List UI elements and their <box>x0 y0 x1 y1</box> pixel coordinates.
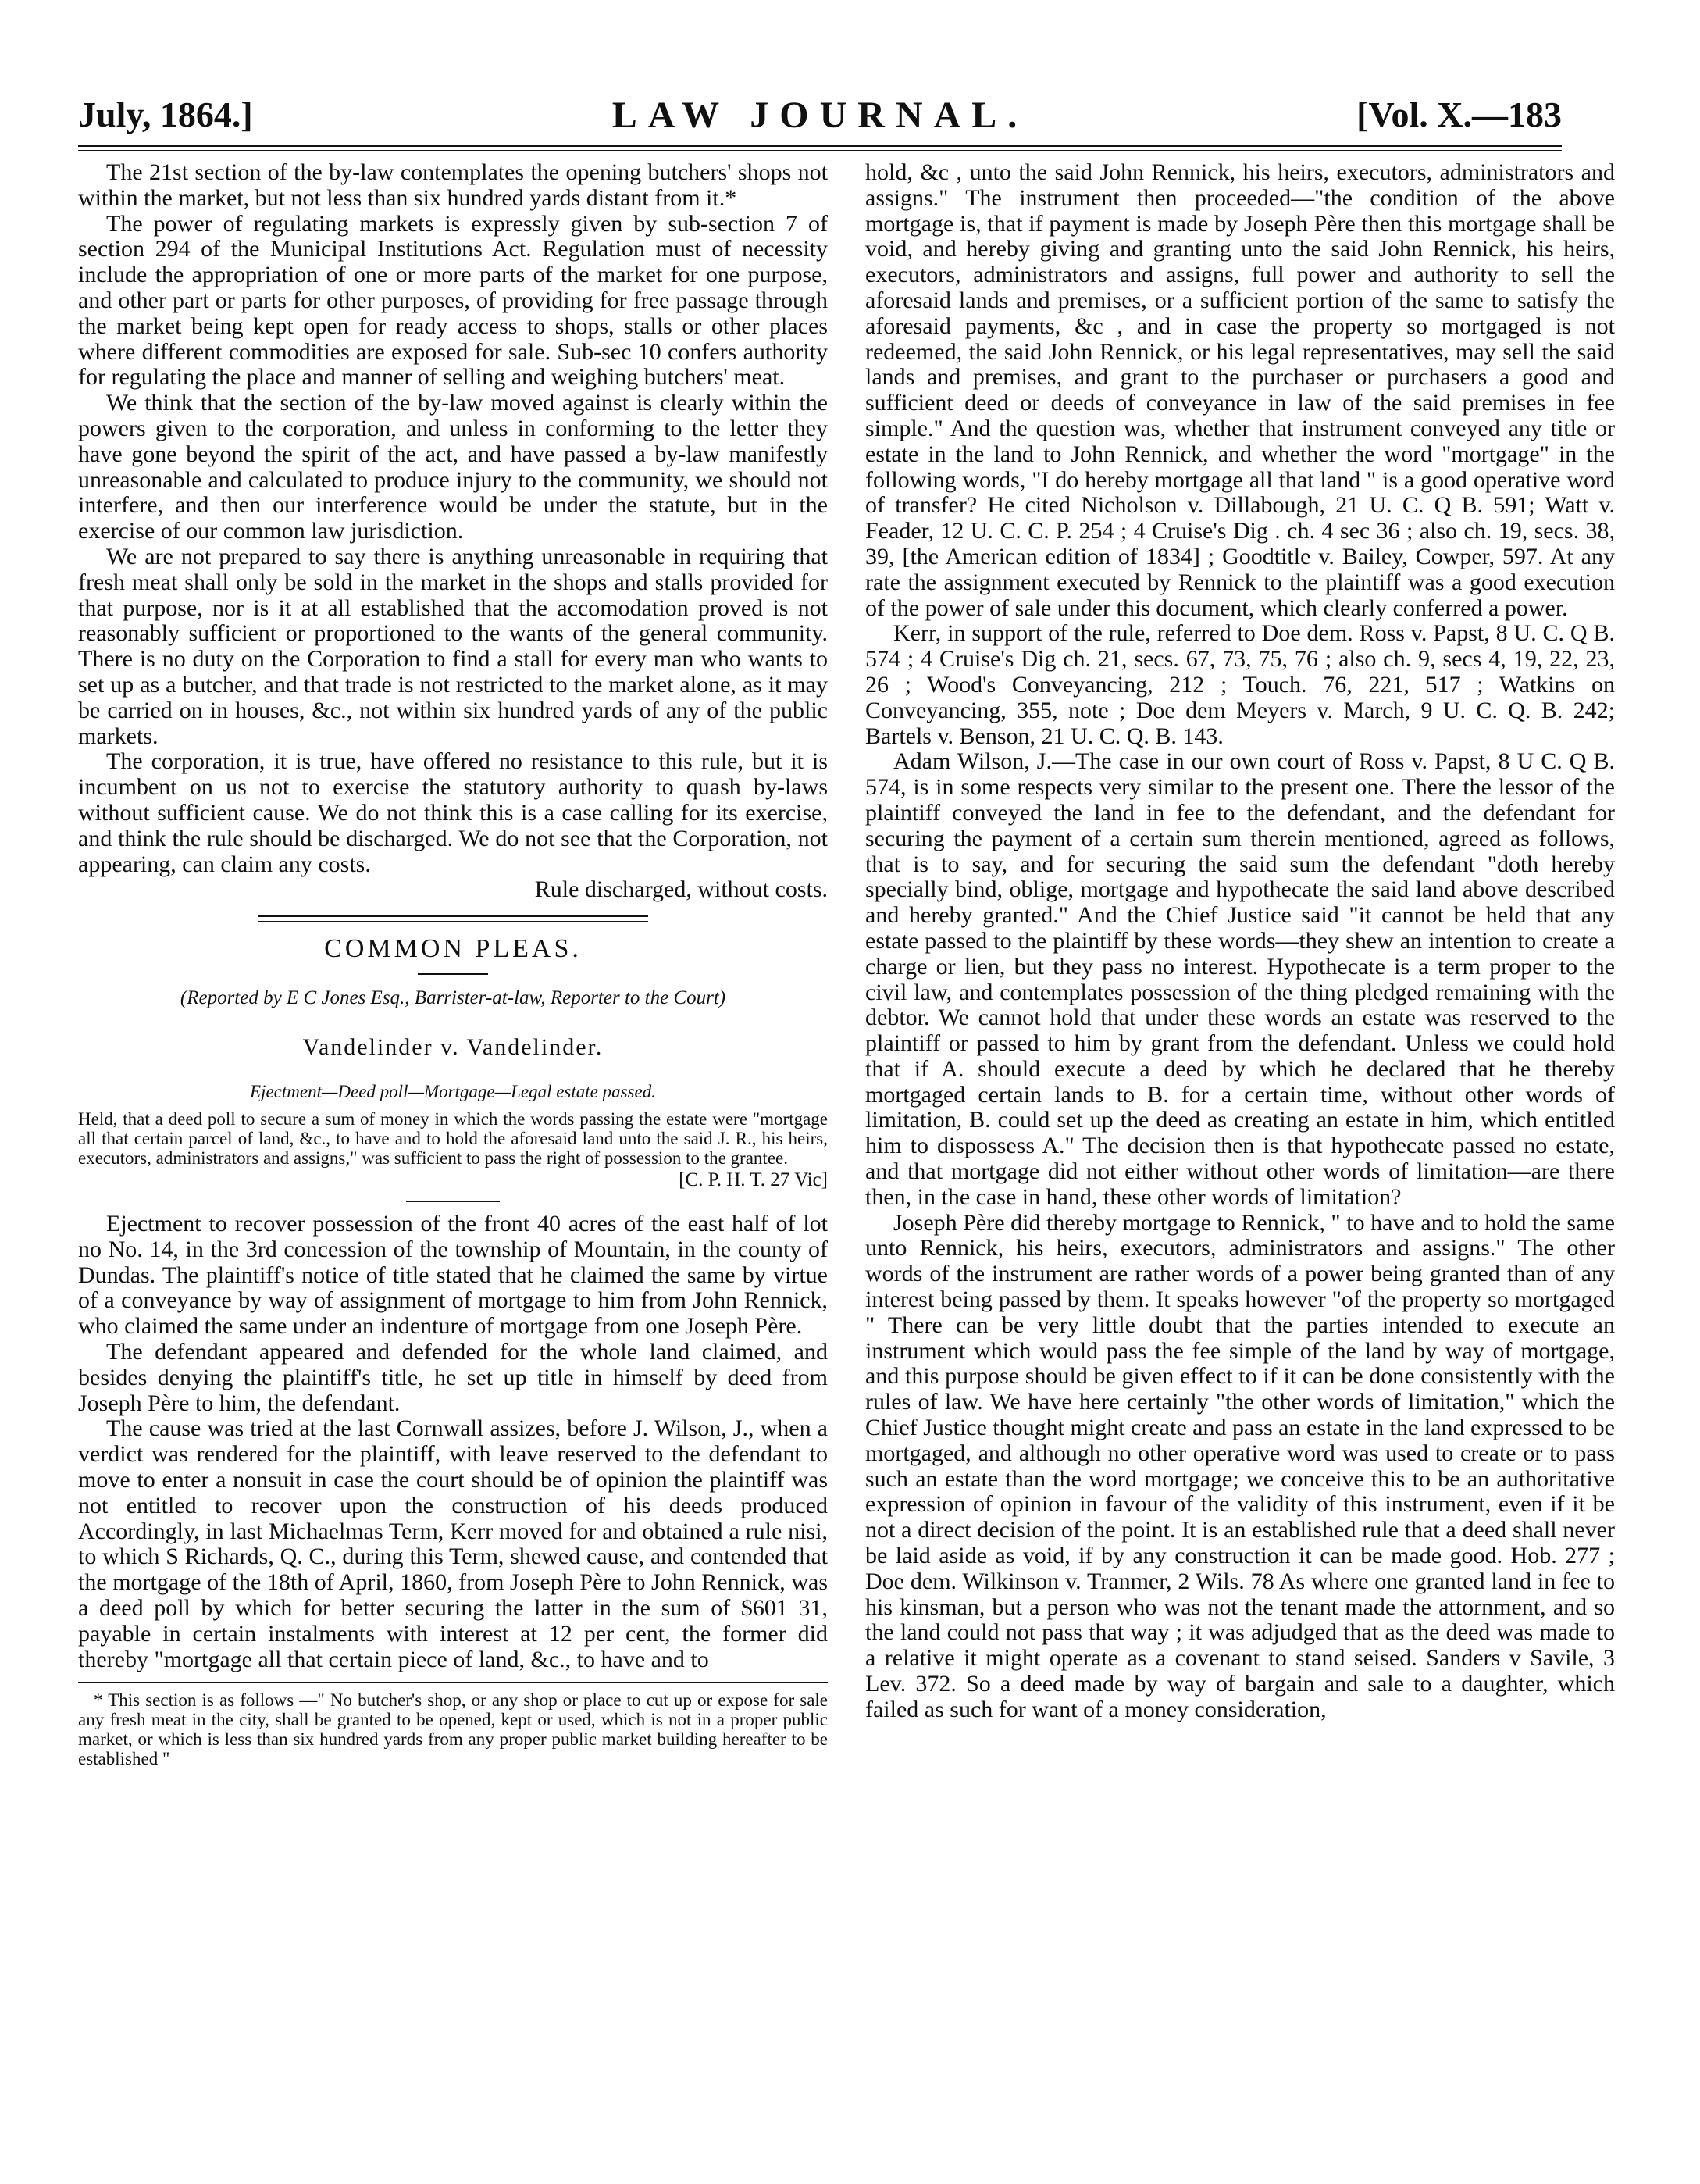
case-citation: [C. P. H. T. 27 Vic] <box>679 1169 828 1191</box>
footnote-rule <box>78 1682 828 1683</box>
paragraph: The corporation, it is true, have offered no resistance to this rule, but it is incumbent on us not to exercise the statutory authority to quash by-laws without sufficient cause. We do not think this is a case calling for its exercise, and think the rule should be discharged. We do not see that the Corporation, not appearing, can claim any costs. <box>78 748 828 877</box>
paragraph: We think that the section of the by-law moved against is clearly within the powers given to the corporation, and unless in conforming to the letter they have gone beyond the spirit of the act, and have passed a by-law manifestly unreasonable and calculated to produce injury to the community, we should not interfere, and then our interference would be under the statute, but in the exercise of our common law jurisdiction. <box>78 390 828 544</box>
footnote: * This section is as follows —" No butcher's shop, or any shop or place to cut up or expose for sale any fresh meat in the city, shall be granted to be opened, kept or used, which is not in a proper public market, or which is less than six hundred yards from any proper public market building hereafter to be established " <box>78 1690 828 1769</box>
section-divider <box>258 915 648 922</box>
paragraph: Joseph Père did thereby mortgage to Rennick, " to have and to hold the same unto Rennick, his heirs, executors, administrators and assigns." The other words of the instrument are rather words of a power being granted than of any interest being passed by them. It speaks however "of the property so mortgaged " There can be very little doubt that the parties intended to execute an instrument which would pass the fee simple of the land by way of mortgage, and this purpose should be given effect to if it can be done consistently with the rules of law. We have here certainly "the other words of limitation," which the Chief Justice thought might create and pass an estate in the land expressed to be mortgaged, and although no other operative word was used to create or to pass such an estate than the word mortgage; we conceive this to be an authoritative expression of opinion in favour of the validity of this instrument, even if it be not a direct decision of the point. It is an established rule that a deed shall never be laid aside as void, if by any construction it can be made good. Hob. 277 ; Doe dem. Wilkinson v. Tranmer, 2 Wils. 78 As where one granted land in fee to his kinsman, but a person who was not the tenant made the attornment, and so the land could not pass that way ; it was adjudged that as the deed was made to a relative it might operate as a covenant to stand seised. Sanders v Savile, 3 Lev. 372. So a deed made by way of bargain and sale to a daughter, which failed as such for want of a money consideration, <box>865 1209 1615 1722</box>
section-heading: COMMON PLEAS. <box>324 934 582 964</box>
paragraph: Ejectment to recover possession of the front 40 acres of the east half of lot no No. 14, in the 3rd concession of the township of Mountain, in the county of Dundas. The plaintiff's notice of title stated that he claimed the same by virtue of a conveyance by way of assignment of mortgage to him from John Rennick, who claimed the same under an indenture of mortgage from one Joseph Père. <box>78 1211 828 1340</box>
paragraph: The defendant appeared and defended for the whole land claimed, and besides denying the plaintiff's title, he set up title in himself by deed from Joseph Père to him, the defendant. <box>78 1339 828 1416</box>
headnote-catchwords: Ejectment—Deed poll—Mortgage—Legal estate passed. <box>250 1081 656 1101</box>
reporter-line: (Reported by E C Jones Esq., Barrister-at-law, Reporter to the Court) <box>180 987 726 1008</box>
citation-rule <box>406 1201 500 1202</box>
journal-title: LAW JOURNAL. <box>611 95 1028 136</box>
paragraph: We are not prepared to say there is anything unreasonable in requiring that fresh meat shall only be sold in the market in the shops and stalls provided for that purpose, nor is it at all established that the accomodation proved is not reasonably sufficient or proportioned to the wants of the general community. There is no duty on the Corporation to find a stall for every man who wants to set up as a butcher, and that trade is not restricted to the market alone, as it may be carried on in houses, &c., not within six hundred yards of any of the public markets. <box>78 543 828 749</box>
paragraph: The cause was tried at the last Cornwall assizes, before J. Wilson, J., when a verdict was rendered for the plaintiff, with leave reserved to the defendant to move to enter a nonsuit in case the court should be of opinion the plaintiff was not entitled to recover upon the construction of his deeds produced Accordingly, in last Michaelmas Term, Kerr moved for and obtained a rule nisi, to which S Richards, Q. C., during this Term, shewed cause, and contended that the mortgage of the 18th of April, 1860, from Joseph Père to John Rennick, was a deed poll by which for better securing the latter in the sum of $601 31, payable in certain instalments with interest at 12 per cent, the former did thereby "mortgage all that certain piece of land, &c., to have and to <box>78 1415 828 1672</box>
rule-discharged: Rule discharged, without costs. <box>534 876 828 903</box>
header-date: July, 1864.] <box>78 95 253 134</box>
header-rule <box>78 145 1562 151</box>
heading-rule <box>418 973 488 975</box>
left-column <box>78 160 828 2160</box>
paragraph: Adam Wilson, J.—The case in our own court of Ross v. Papst, 8 U C. Q B. 574, is in some respects very similar to the present one. There the lessor of the plaintiff conveyed the land in fee to the defendant, and the defendant for securing the payment of a certain sum therein mentioned, agreed as follows, that is to say, and for securing the said sum the defendant "doth hereby specially bind, oblige, mortgage and hypothecate the said land above described and hereby granted." And the Chief Justice said "it cannot be held that any estate passed to the plaintiff by these words—they shew an intention to create a charge or lien, but they pass no interest. Hypothecate is a term proper to the civil law, and contemplates possession of the thing pledged remaining with the debtor. We cannot hold that under these words an estate was reserved to the plaintiff or passed to him by grant from the defendant. Unless we could hold that if A. should execute a deed by which he declared that he thereby mortgaged certain lands to B. for a certain time, without other words of limitation, B. could set up the deed as creating an estate in him, which entitled him to dispossess A." The decision then is that hypothecate passed no estate, and that mortgage did not either without other words of limitation—are there then, in the case in hand, these other words of limitation? <box>865 748 1615 1210</box>
running-header <box>78 94 1562 148</box>
paragraph: Kerr, in support of the rule, referred to Doe dem. Ross v. Papst, 8 U. C. Q B. 574 ; 4 Cruise's Dig ch. 21, secs. 67, 73, 75, 76 ; also ch. 9, secs 4, 19, 22, 23, 26 ; Wood's Conveyancing, 212 ; Touch. 76, 221, 517 ; Watkins on Conveyancing, 355, note ; Doe dem Meyers v. March, 9 U. C. Q. B. 242; Bartels v. Benson, 21 U. C. Q. B. 143. <box>865 620 1615 749</box>
paragraph: The power of regulating markets is expressly given by sub-section 7 of section 294 of the Municipal Institutions Act. Regulation must of necessity include the appropriation of one or more parts of the market for one purpose, and other part or parts for other purposes, of providing for free passage through the market being kept open for ready access to shops, stalls or other places where different commodities are exposed for sale. Sub-sec 10 confers authority for regulating the place and manner of selling and weighing butchers' meat. <box>78 210 828 391</box>
header-volume-page: [Vol. X.—183 <box>1356 95 1562 134</box>
case-title: Vandelinder v. Vandelinder. <box>302 1033 604 1060</box>
headnote-held: Held, that a deed poll to secure a sum of money in which the words passing the estate were "mortgage all that certain parcel of land, &c., to have and to hold the aforesaid land unto the said J. R., his heirs, executors, administrators and assigns," was sufficient to pass the right of possession to the grantee. <box>78 1109 828 1169</box>
right-column <box>865 160 1615 2160</box>
paragraph: hold, &c , unto the said John Rennick, his heirs, executors, administrators and assigns." The instrument then proceeded—"the condition of the above mortgage is, that if payment is made by Joseph Père then this mortgage shall be void, and hereby giving and granting unto the said John Rennick, his heirs, executors, administrators and assigns, full power and authority to sell the aforesaid lands and premises, or a sufficient portion of the same to satisfy the aforesaid payments, &c , and in case the property so mortgaged is not redeemed, the said John Rennick, or his legal representatives, may sell the said lands and premises, and grant to the purchaser or purchasers a good and sufficient deed or deeds of conveyance in law of the said premises in fee simple." And the question was, whether that instrument conveyed any title or estate in the land to John Rennick, and whether the word "mortgage" in the following words, "I do hereby mortgage all that land " is a good operative word of transfer? He cited Nicholson v. Dillabough, 21 U. C. Q B. 591; Watt v. Feader, 12 U. C. C. P. 254 ; 4 Cruise's Dig . ch. 4 sec 36 ; also ch. 19, secs. 38, 39, [the American edition of 1834] ; Goodtitle v. Bailey, Cowper, 597. At any rate the assignment executed by Rennick to the plaintiff was a good execution of the power of sale under this document, which clearly conferred a power. <box>865 159 1615 621</box>
paragraph: The 21st section of the by-law contemplates the opening butchers' shops not within the market, but not less than six hundred yards distant from it.* <box>78 159 828 211</box>
